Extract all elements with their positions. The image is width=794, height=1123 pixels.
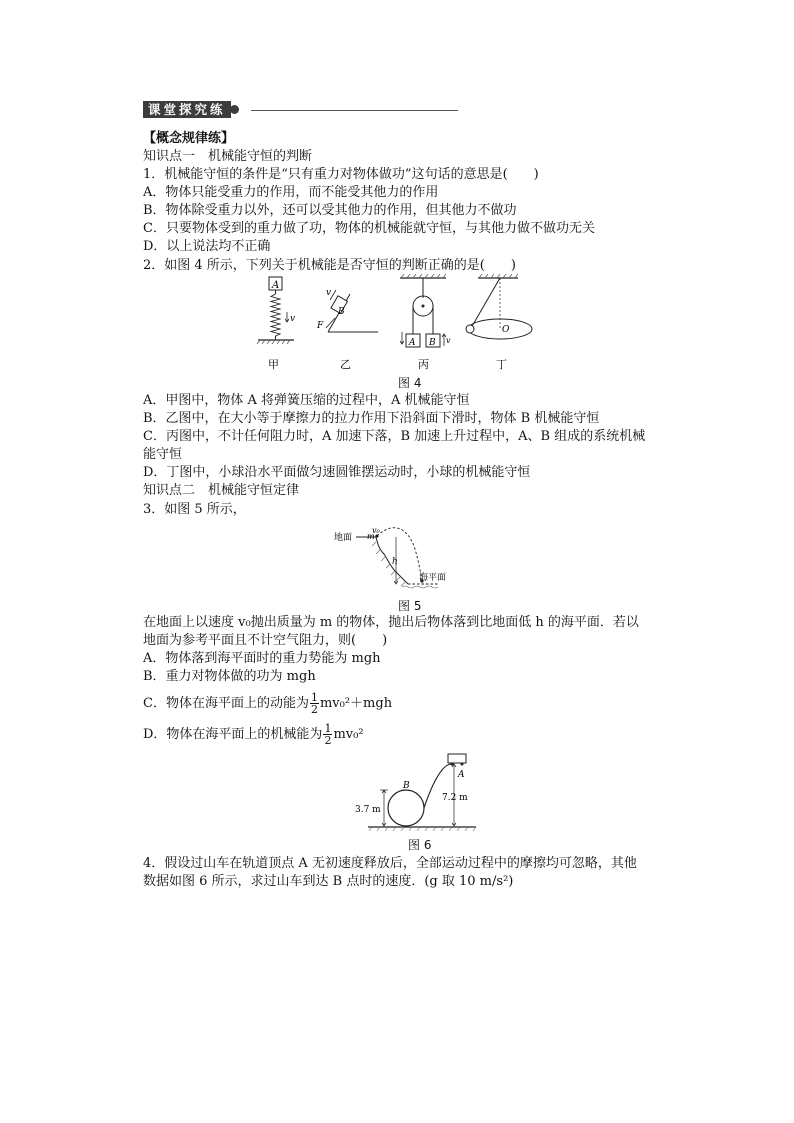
fraction-half-d (323, 723, 332, 746)
frac-num-d: 1 (324, 722, 332, 735)
q1-option-d: D．以上说法均不正确 (143, 239, 271, 254)
banner-dot-icon (230, 105, 239, 114)
frac-den-c: 2 (310, 703, 318, 716)
fig5-sea-label: 海平面 (419, 573, 447, 583)
frac-num-c: 1 (310, 691, 318, 704)
fig6-a-label: A (458, 770, 465, 780)
knowledge-point-1: 知识点一 机械能守恒的判断 (143, 149, 313, 164)
q2-option-d: D．丁图中，小球沿水平面做匀速圆锥摆运动时，小球的机械能守恒 (143, 465, 531, 480)
figure-4-caption: 图 4 (398, 376, 422, 390)
fig4-sub-ding: 丁 (496, 358, 507, 371)
q3-option-d-suffix: mv₀² (333, 727, 364, 742)
fig4-label-v3: v (446, 336, 451, 345)
fig4-sub-jia: 甲 (268, 358, 279, 371)
fig5-v0-label: v₀ (372, 526, 380, 535)
q3-option-a: A．物体落到海平面时的重力势能为 mgh (143, 651, 381, 666)
q4-line2: 数据如图 6 所示，求过山车到达 B 点时的速度．(g 取 10 m/s²) (143, 874, 514, 889)
fig6-h1-label: 3.7 m (355, 805, 381, 815)
fig5-h-label: h (392, 557, 398, 567)
figure-6 (352, 752, 478, 834)
fig4-label-v2: v (326, 288, 332, 298)
fig4-label-b: B (338, 307, 345, 317)
q3-option-c (143, 689, 392, 719)
q3-option-d (143, 720, 364, 750)
banner-title: 课堂探究练 (143, 101, 231, 118)
fig4-sub-bing: 丙 (418, 358, 429, 371)
q2-option-c-line1: C．丙图中，不计任何阻力时，A 加速下落，B 加速上升过程中，A、B 组成的系统机械 (143, 429, 646, 444)
fig4-bing (400, 274, 451, 371)
q1-option-c: C．只要物体受到的重力做了功，物体的机械能就守恒，与其他力做不做功无关 (143, 221, 595, 236)
section-banner (143, 101, 239, 118)
q2-option-c-line2: 能守恒 (143, 447, 183, 462)
figure-5-caption: 图 5 (398, 599, 422, 613)
frac-den-d: 2 (324, 734, 332, 747)
q1-option-a: A．物体只能受重力的作用，而不能受其他力的作用 (143, 185, 439, 200)
fig4-ding (466, 274, 532, 371)
fig5-m-label: m (367, 532, 375, 541)
figure-5 (332, 526, 462, 598)
q3-option-d-prefix: D．物体在海平面上的机械能为 (143, 727, 323, 742)
q3-option-c-prefix: C．物体在海平面上的动能为 (143, 696, 309, 711)
q3-option-c-suffix: mv₀²＋mgh (319, 696, 393, 711)
fig4-jia (257, 277, 295, 371)
figure-6-caption: 图 6 (408, 838, 432, 852)
fig4-label-a: A (272, 280, 280, 291)
q1-stem: 1．机械能守恒的条件是“只有重力对物体做功”这句话的意思是( ) (143, 167, 539, 182)
q2-option-a: A．甲图中，物体 A 将弹簧压缩的过程中，A 机械能守恒 (143, 393, 470, 408)
q2-stem: 2．如图 4 所示，下列关于机械能是否守恒的判断正确的是( ) (143, 258, 516, 273)
practice-heading: 【概念规律练】 (143, 131, 235, 146)
q3-stem: 3．如图 5 所示， (143, 502, 246, 517)
fig4-label-f: F (317, 321, 324, 331)
fig4-label-b2: B (429, 338, 436, 348)
fig4-label-a2: A (409, 338, 416, 348)
fraction-half-c (310, 692, 319, 715)
q4-line1: 4．假设过山车在轨道顶点 A 无初速度释放后，全部运动过程中的摩擦均可忽略，其他 (143, 856, 637, 871)
q2-option-b: B．乙图中，在大小等于摩擦力的拉力作用下沿斜面下滑时，物体 B 机械能守恒 (143, 411, 600, 426)
q1-option-b: B．物体除受重力以外，还可以受其他力的作用，但其他力不做功 (143, 203, 517, 218)
fig6-h2-label: 7.2 m (442, 793, 468, 803)
fig4-label-v1: v (290, 314, 296, 324)
q3-text-line2: 地面为参考平面且不计空气阻力，则( ) (143, 633, 388, 648)
q3-option-b: B．重力对物体做的功为 mgh (143, 669, 316, 684)
fig4-label-o: O (502, 325, 510, 335)
figure-4 (250, 274, 540, 372)
fig6-b-label: B (403, 781, 410, 791)
knowledge-point-2: 知识点二 机械能守恒定律 (143, 483, 300, 498)
banner-rule (251, 110, 458, 111)
fig4-yi (316, 288, 378, 371)
fig5-ground-label: 地面 (334, 533, 353, 543)
fig4-sub-yi: 乙 (340, 358, 351, 371)
q3-text-line1: 在地面上以速度 v₀抛出质量为 m 的物体，抛出后物体落到比地面低 h 的海平面．若以 (143, 615, 639, 630)
